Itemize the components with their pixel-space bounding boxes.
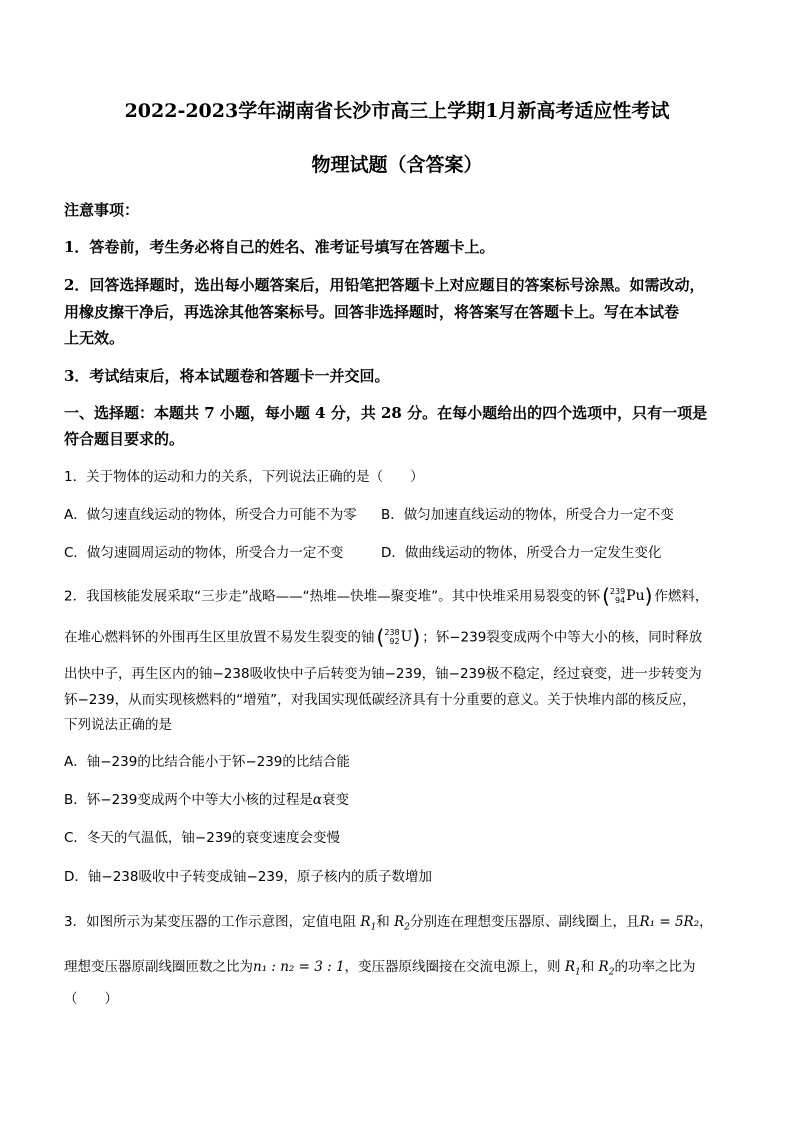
section-heading-line2: 符合题目要求的。 [64, 430, 185, 448]
u-atomic-number: 92 [389, 637, 400, 646]
q3-line2-text: 理想变压器原副线圈匝数之比为 [64, 959, 253, 975]
section-heading-line1: 一、选择题：本题共 7 小题，每小题 4 分，共 28 分。在每小题给出的四个选项中，只有一项是 [64, 404, 708, 422]
q2-option-c: C．冬天的气温低，铀−239的衰变速度会变慢 [64, 830, 341, 846]
plutonium-nuclide: ( 239 94 Pu) [602, 584, 653, 608]
resistance-equation: R₁ = 5R₂ [639, 914, 700, 930]
q1-option-a: A．做匀速直线运动的物体，所受合力可能不为零 [64, 507, 357, 523]
q1-option-d: D．做曲线运动的物体，所受合力一定发生变化 [381, 545, 662, 561]
q3-line1-and: 和 [376, 914, 395, 930]
notice-item-1: 1．答卷前，考生务必将自己的姓名、准考证号填写在答题卡上。 [64, 238, 495, 256]
r1-symbol: $R_1$ [360, 914, 377, 933]
q2-line2-text: 在堆心燃料钚的外围再生区里放置不易发生裂变的铀 [64, 629, 375, 646]
q1-stem: 1．关于物体的运动和力的关系，下列说法正确的是（ ） [64, 469, 424, 485]
q2-line2 [64, 627, 702, 648]
r2-symbol-2: $R_2$ [598, 959, 615, 978]
q2-line1-text: 2．我国核能发展采取“三步走”战略——“热堆—快堆—聚变堆”。其中快堆采用易裂变的钚 [64, 588, 601, 605]
q3-line2-and: 和 [580, 959, 599, 975]
notice-heading: 注意事项： [64, 201, 140, 219]
q3-line2 [64, 957, 695, 983]
u-mass-number: 238 [384, 628, 400, 637]
q2-line5: 下列说法正确的是 [64, 717, 172, 733]
q2-line1 [64, 586, 708, 607]
q2-option-b [64, 790, 349, 810]
r1-symbol-2: $R_1$ [564, 959, 581, 978]
alpha-symbol: α [312, 792, 322, 808]
q3-line2-cont: ，变压器原线圈接在交流电源上，则 [344, 959, 565, 975]
q2-option-b-text: B．钚−239变成两个中等大小核的过程是 [64, 792, 313, 808]
q2-line4: 钚−239，从而实现核燃料的“增殖”，对我国实现低碳经济具有十分重要的意义。关于快堆内部的核反应， [64, 692, 696, 708]
r2-symbol: $R_2$ [394, 914, 410, 933]
q3-line1 [64, 912, 713, 938]
q2-line3: 出快中子，再生区内的铀−238吸收快中子后转变为铀−239，铀−239极不稳定，经过衰变，进一步转变为 [64, 666, 702, 682]
q2-option-d: D．铀−238吸收中子转变成铀−239，原子核内的质子数增加 [64, 869, 433, 885]
q3-line1-end: ， [699, 914, 713, 930]
pu-symbol: Pu [626, 588, 645, 604]
q2-line1-end: 作燃料， [654, 588, 709, 605]
q3-line1-cont: 分别连在理想变压器原、副线圈上，且 [410, 914, 640, 930]
q3-answer-blank: （ ） [64, 991, 118, 1007]
q1-option-c: C．做匀速圆周运动的物体，所受合力一定不变 [64, 545, 344, 561]
pu-atomic-number: 94 [614, 596, 626, 605]
turns-ratio: n₁ : n₂ = 3 : 1 [253, 959, 345, 975]
q2-option-b-end: 衰变 [321, 792, 349, 808]
q2-line2-end: ；钚−239裂变成两个中等大小的核，同时释放 [422, 629, 703, 646]
pu-mass-number: 239 [609, 587, 626, 596]
q1-option-b: B．做匀加速直线运动的物体，所受合力一定不变 [381, 507, 674, 523]
notice-item-3: 3．考试结束后，将本试题卷和答题卡一并交回。 [64, 367, 390, 385]
uranium-nuclide: ( 238 92 U) [376, 625, 421, 649]
q3-line1-text: 3．如图所示为某变压器的工作示意图，定值电阻 [64, 914, 361, 930]
notice-item-2-line1: 2．回答选择题时，选出每小题答案后，用铅笔把答题卡上对应题目的答案标号涂黑。如需改动， [64, 276, 705, 294]
q2-option-a: A．铀−239的比结合能小于钚−239的比结合能 [64, 754, 350, 770]
q3-line2-end: 的功率之比为 [614, 959, 696, 975]
document-title-line2: 物理试题（含答案） [311, 154, 483, 176]
notice-item-2-line2: 用橡皮擦干净后，再选涂其他答案标号。回答非选择题时，将答案写在答题卡上。写在本试卷 [64, 303, 680, 321]
notice-item-2-line3: 上无效。 [64, 329, 125, 347]
u-symbol: U [400, 629, 413, 645]
document-title-line1: 2022-2023学年湖南省长沙市高三上学期1月新高考适应性考试 [124, 100, 670, 122]
